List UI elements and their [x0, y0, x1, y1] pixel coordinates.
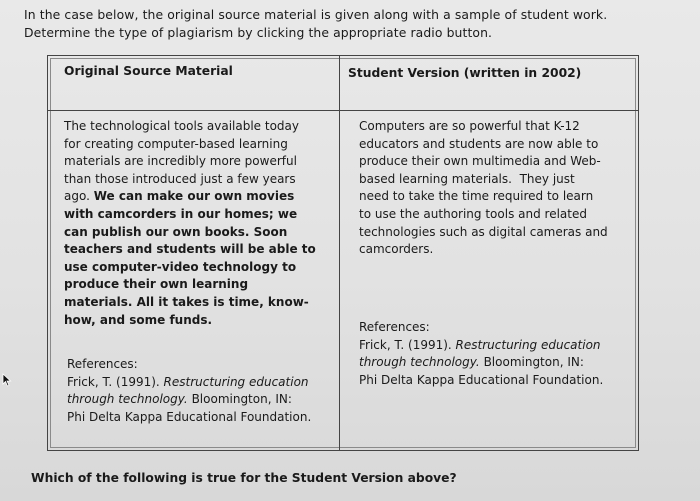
original-source-text: [64, 118, 316, 329]
instructions: [24, 6, 684, 42]
reference-title: through technology.: [359, 355, 480, 370]
student-line: camcorders.: [359, 242, 434, 257]
original-references: [67, 356, 311, 426]
student-line: technologies such as digital cameras and: [359, 224, 608, 239]
original-line: materials are incredibly more powerful: [64, 154, 297, 169]
reference-title: Restructuring education: [455, 337, 601, 352]
original-line: materials. All it takes is time, know-: [64, 294, 309, 309]
references-label: References:: [359, 320, 430, 334]
reference-author: Frick, T. (1991).: [359, 337, 456, 352]
student-header-cell: [340, 56, 638, 111]
original-source-cell: [48, 111, 340, 450]
student-line: need to take the time required to learn: [359, 189, 594, 204]
original-line: use computer-video technology to: [64, 259, 297, 274]
original-line: [64, 188, 316, 206]
student-version-cell: [340, 111, 638, 450]
comparison-table: [47, 55, 639, 451]
reference-line: [67, 374, 311, 392]
original-line: The technological tools available today: [64, 119, 299, 133]
reference-line: [359, 354, 603, 372]
original-line: can publish our own books. Soon: [64, 224, 288, 239]
original-line: with camcorders in our homes; we: [64, 206, 298, 221]
reference-title: Restructuring education: [163, 374, 309, 389]
original-header: Original Source Material: [64, 64, 233, 78]
reference-author: Frick, T. (1991).: [67, 374, 164, 389]
original-line-plain: ago.: [64, 189, 94, 204]
original-line: teachers and students will be able to: [64, 242, 316, 257]
original-header-cell: [48, 56, 340, 111]
student-references: [359, 319, 603, 389]
original-line: than those introduced just a few years: [64, 171, 296, 186]
question-text: Which of the following is true for the Student Version above?: [31, 471, 457, 485]
original-line: for creating computer-based learning: [64, 136, 288, 151]
reference-title: through technology.: [67, 392, 188, 407]
reference-publisher: Phi Delta Kappa Educational Foundation.: [359, 372, 604, 387]
reference-line: [67, 391, 311, 409]
student-line: based learning materials. They just: [359, 171, 575, 186]
student-line: educators and students are now able to: [359, 136, 599, 151]
student-line: produce their own multimedia and Web-: [359, 154, 601, 169]
original-line: produce their own learning: [64, 277, 249, 292]
instructions-line-1: In the case below, the original source material is given along with a sample of student work.: [24, 7, 608, 22]
reference-line: [359, 337, 603, 355]
instructions-line-2: Determine the type of plagiarism by clicking the appropriate radio button.: [24, 25, 493, 40]
student-header: Student Version (written in 2002): [348, 66, 582, 80]
original-line: how, and some funds.: [64, 312, 213, 327]
reference-place: Bloomington, IN:: [187, 392, 292, 407]
mouse-pointer-icon: [2, 373, 12, 387]
reference-publisher: Phi Delta Kappa Educational Foundation.: [67, 409, 312, 424]
student-version-text: [359, 118, 608, 259]
student-line: to use the authoring tools and related: [359, 206, 587, 221]
references-label: References:: [67, 357, 138, 371]
original-line-bold: We can make our own movies: [93, 189, 295, 204]
reference-place: Bloomington, IN:: [479, 355, 584, 370]
student-line: Computers are so powerful that K-12: [359, 119, 580, 133]
